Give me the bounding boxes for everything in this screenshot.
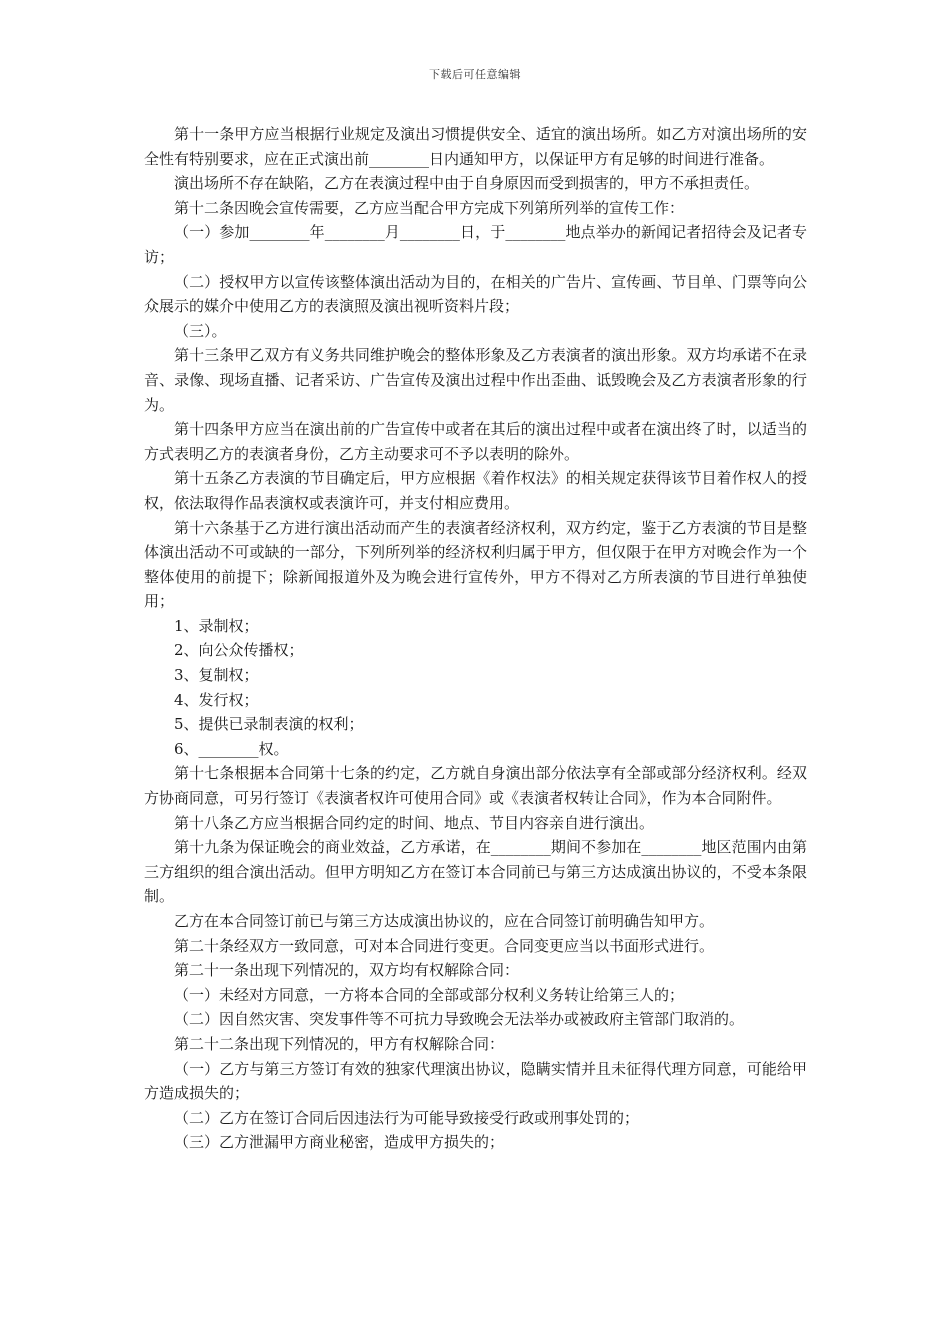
paragraph-article-22-item-3: （三）乙方泄漏甲方商业秘密，造成甲方损失的；	[174, 1133, 505, 1152]
list-item-distribution-right: 4、发行权；	[174, 690, 259, 709]
list-item-copy-right: 3、复制权；	[174, 666, 259, 685]
paragraph-prior-agreement: 乙方在本合同签订前已与第三方达成演出协议的，应在合同签订前明确告知甲方。	[174, 912, 715, 930]
paragraph-venue-defect: 演出场所不存在缺陷，乙方在表演过程中由于自身原因而受到损害的，甲方不承担责任。	[174, 174, 760, 193]
paragraph-article-18: 第十八条乙方应当根据合同约定的时间、地点、节目内容亲自进行演出。	[174, 813, 655, 832]
paragraph-article-21-item-1: （一）未经对方同意，一方将本合同的全部或部分权利义务转让给第三人的；	[174, 985, 685, 1004]
paragraph-item-2: （二）授权甲方以宣传该整体演出活动为目的，在相关的广告片、宣传画、节目单、门票等向公众展示的媒介中使用乙方的表演照及演出视听资料片段；	[144, 272, 807, 316]
page-header: 下载后可任意编辑	[429, 68, 521, 81]
paragraph-article-22: 第二十二条出现下列情况的，甲方有权解除合同：	[174, 1034, 505, 1053]
paragraph-article-20: 第二十条经双方一致同意，可对本合同进行变更。合同变更应当以书面形式进行。	[174, 936, 715, 955]
list-item-other-right: 6、________权。	[174, 739, 289, 758]
document-body	[144, 122, 807, 1155]
paragraph-article-16: 第十六条基于乙方进行演出活动而产生的表演者经济权利，双方约定，鉴于乙方表演的节目是整体演出活动不可或缺的一部分，下列所列举的经济权利归属于甲方，但仅限于在甲方对晚会作为一个整体使用的前提下；除新闻报道外及为晚会进行宣传外，甲方不得对乙方所表演的节目进行单独使用；	[144, 518, 807, 611]
paragraph-article-22-item-2: （二）乙方在签订合同后因违法行为可能导致接受行政或刑事处罚的；	[174, 1108, 640, 1127]
paragraph-article-22-item-1: （一）乙方与第三方签订有效的独家代理演出协议，隐瞒实情并且未征得代理方同意，可能给甲方造成损失的；	[144, 1059, 807, 1103]
paragraph-article-12: 第十二条因晚会宣传需要，乙方应当配合甲方完成下列第所列举的宣传工作：	[174, 198, 685, 217]
list-item-provide-recording-right: 5、提供已录制表演的权利；	[174, 715, 364, 734]
paragraph-article-11: 第十一条甲方应当根据行业规定及演出习惯提供安全、适宜的演出场所。如乙方对演出场所的安全性有特别要求，应在正式演出前________日内通知甲方，以保证甲方有足够的时间进行准备。	[144, 125, 807, 168]
paragraph-item-1: （一）参加________年________月________日，于________地点举办的新闻记者招待会及记者专访；	[144, 223, 807, 266]
list-item-broadcast-right: 2、向公众传播权；	[174, 641, 304, 660]
paragraph-article-14: 第十四条甲方应当在演出前的广告宣传中或者在其后的演出过程中或者在演出终了时，以适当的方式表明乙方的表演者身份，乙方主动要求可不予以表明的除外。	[144, 420, 807, 463]
list-item-recording-right: 1、录制权；	[174, 616, 259, 635]
paragraph-article-21-item-2: （二）因自然灾害、突发事件等不可抗力导致晚会无法举办或被政府主管部门取消的。	[174, 1010, 745, 1029]
paragraph-article-17: 第十七条根据本合同第十七条的约定，乙方就自身演出部分依法享有全部或部分经济权利。经双方协商同意，可另行签订《表演者权许可使用合同》或《表演者权转让合同》，作为本合同附件。	[144, 764, 807, 808]
paragraph-article-21: 第二十一条出现下列情况的，双方均有权解除合同：	[174, 961, 520, 980]
paragraph-article-15: 第十五条乙方表演的节目确定后，甲方应根据《着作权法》的相关规定获得该节目着作权人的授权，依法取得作品表演权或表演许可，并支付相应费用。	[144, 469, 807, 512]
paragraph-article-19: 第十九条为保证晚会的商业效益，乙方承诺，在________期间不参加在________地区范围内由第三方组织的组合演出活动。但甲方明知乙方在签订本合同前已与第三方达成演出协议的，不受本条限制。	[144, 838, 807, 906]
paragraph-item-3: （三）。	[174, 321, 227, 340]
paragraph-article-13: 第十三条甲乙双方有义务共同维护晚会的整体形象及乙方表演者的演出形象。双方均承诺不在录音、录像、现场直播、记者采访、广告宣传及演出过程中作出歪曲、诋毁晚会及乙方表演者形象的行为。	[144, 346, 807, 414]
